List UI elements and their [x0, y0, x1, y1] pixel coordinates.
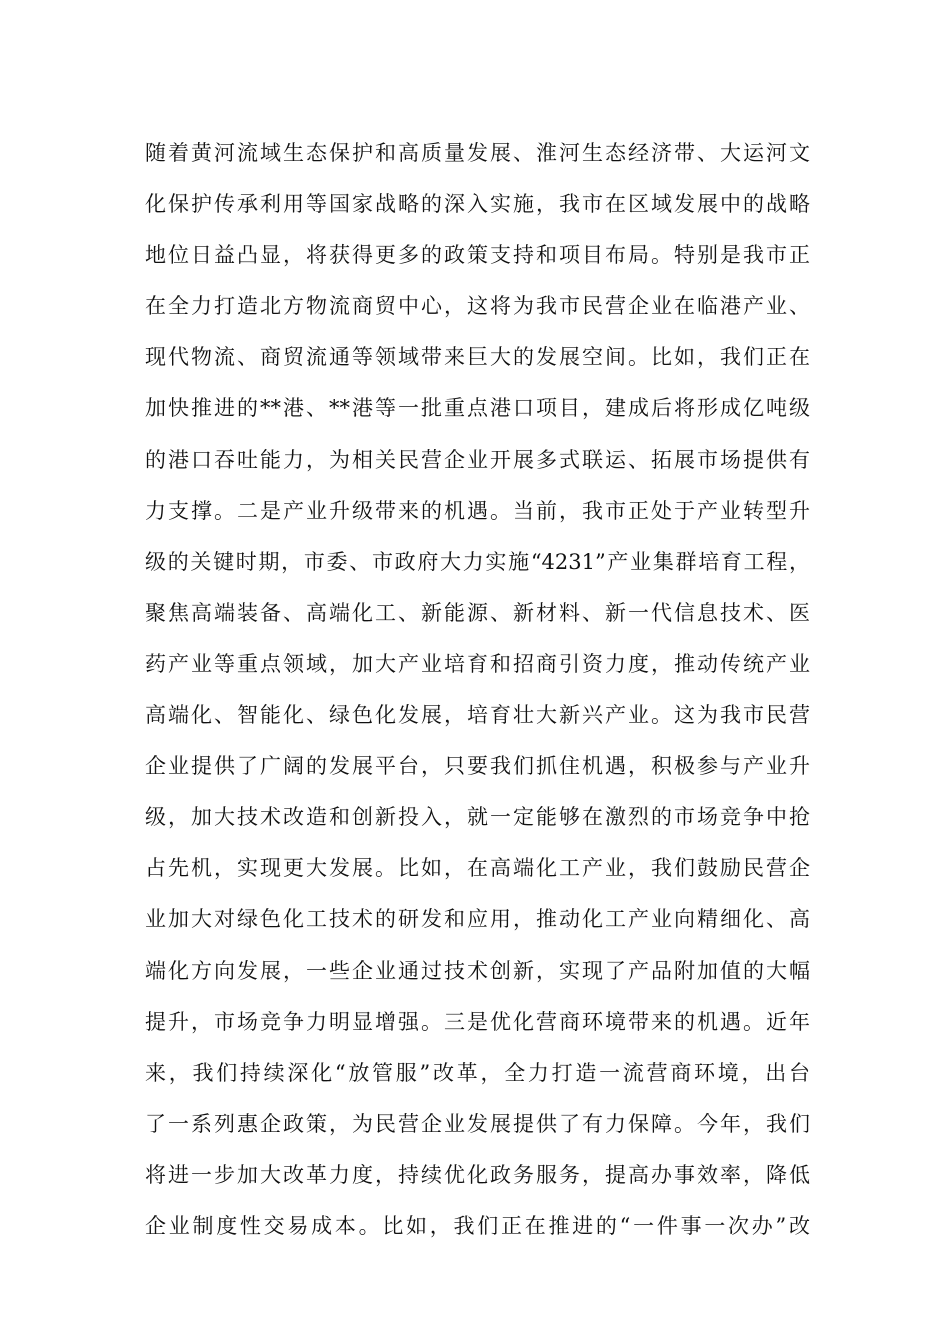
text-line: 企业制度性交易成本。比如，我们正在推进的“一件事一次办”改 — [145, 1213, 810, 1238]
text-line: 提升，市场竞争力明显增强。三是优化营商环境带来的机遇。近年 — [145, 1009, 810, 1034]
text-line: 现代物流、商贸流通等领域带来巨大的发展空间。比如，我们正在 — [145, 345, 810, 370]
text-line: 企业提供了广阔的发展平台，只要我们抓住机遇，积极参与产业升 — [145, 754, 810, 779]
text-line: 加快推进的**港、**港等一批重点港口项目，建成后将形成亿吨级 — [145, 396, 810, 421]
text-line: 高端化、智能化、绿色化发展，培育壮大新兴产业。这为我市民营 — [145, 703, 810, 728]
text-line: 占先机，实现更大发展。比如，在高端化工产业，我们鼓励民营企 — [145, 856, 810, 881]
text-line: 的港口吞吐能力，为相关民营企业开展多式联运、拓展市场提供有 — [145, 447, 810, 472]
text-line: 级，加大技术改造和创新投入，就一定能够在激烈的市场竞争中抢 — [145, 805, 810, 830]
text-line: 化保护传承利用等国家战略的深入实施，我市在区域发展中的战略 — [145, 192, 810, 217]
body-paragraph — [145, 128, 810, 1252]
text-line: 聚焦高端装备、高端化工、新能源、新材料、新一代信息技术、医 — [145, 600, 810, 625]
text-line: 端化方向发展，一些企业通过技术创新，实现了产品附加值的大幅 — [145, 958, 810, 983]
text-line: 级的关键时期，市委、市政府大力实施“4231”产业集群培育工程， — [145, 549, 810, 574]
text-line: 来，我们持续深化“放管服”改革，全力打造一流营商环境，出台 — [145, 1060, 810, 1085]
text-line: 了一系列惠企政策，为民营企业发展提供了有力保障。今年，我们 — [145, 1111, 810, 1136]
text-line: 随着黄河流域生态保护和高质量发展、淮河生态经济带、大运河文 — [145, 141, 810, 165]
text-line: 将进一步加大改革力度，持续优化政务服务，提高办事效率，降低 — [145, 1162, 810, 1187]
text-line: 在全力打造北方物流商贸中心，这将为我市民营企业在临港产业、 — [145, 294, 810, 319]
text-line: 地位日益凸显，将获得更多的政策支持和项目布局。特别是我市正 — [145, 243, 810, 268]
text-line: 业加大对绿色化工技术的研发和应用，推动化工产业向精细化、高 — [145, 907, 810, 932]
text-line: 药产业等重点领域，加大产业培育和招商引资力度，推动传统产业 — [145, 651, 810, 676]
text-line: 力支撑。二是产业升级带来的机遇。当前，我市正处于产业转型升 — [145, 498, 810, 523]
